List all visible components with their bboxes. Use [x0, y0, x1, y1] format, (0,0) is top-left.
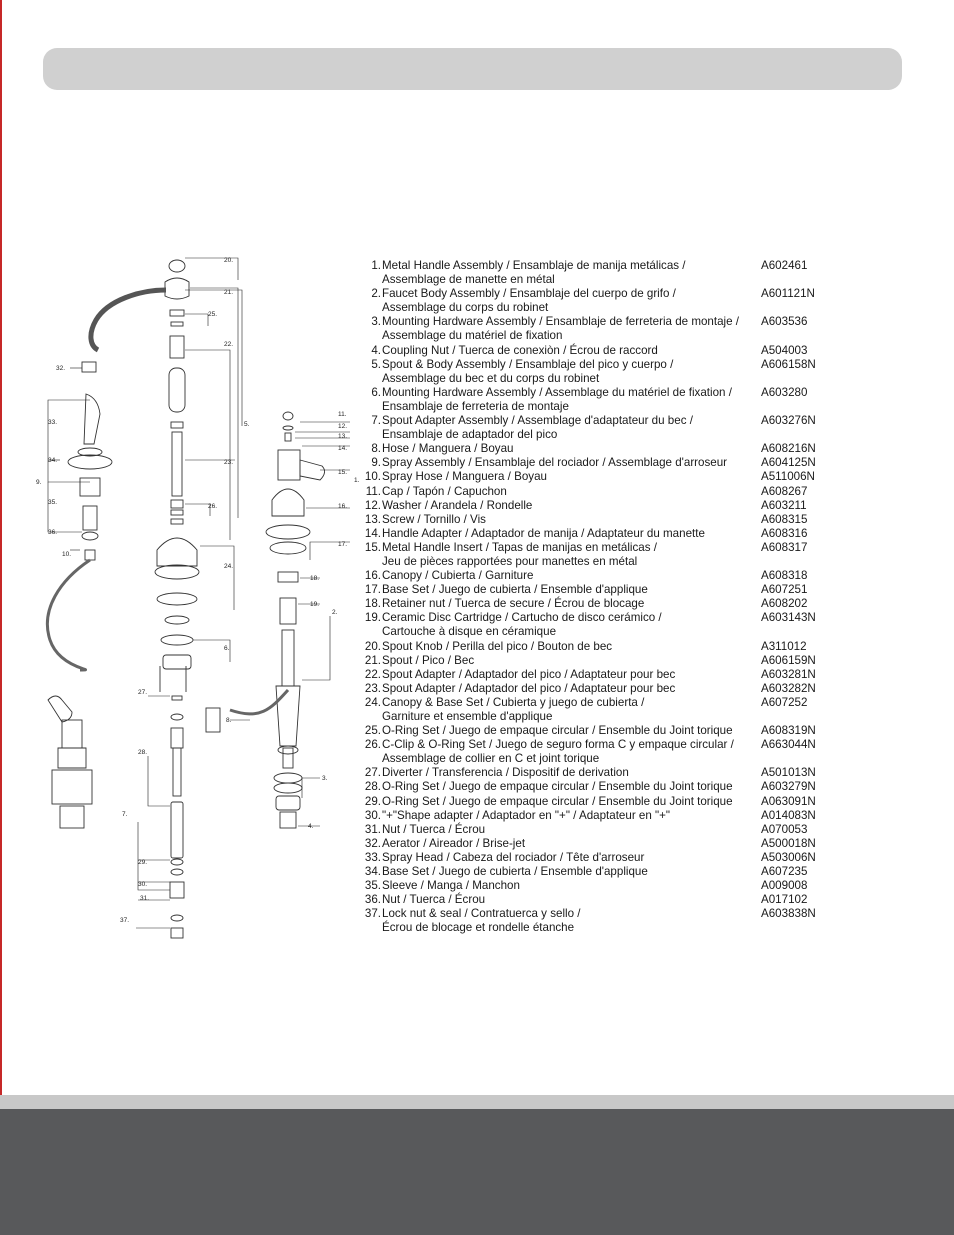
part-row [361, 569, 941, 583]
part-row [361, 611, 941, 639]
part-description [382, 809, 752, 823]
part-code: A603838N [761, 907, 816, 921]
part-number: 10. [364, 470, 381, 484]
part-description-line: Sleeve / Manga / Manchon [382, 879, 520, 893]
part-row [361, 738, 941, 766]
label-31: 31. [140, 895, 150, 902]
part-description-line: Nut / Tuerca / Écrou [382, 893, 486, 907]
part-code: A608318 [761, 569, 808, 583]
label-19: 19. [310, 601, 320, 608]
part-description [382, 780, 752, 794]
part-number: 9. [371, 456, 381, 470]
part-number: 34. [364, 865, 381, 879]
part-row [361, 442, 941, 456]
label-10: 10. [62, 551, 72, 558]
part-row [361, 795, 941, 809]
part-code: A607252 [761, 695, 808, 709]
part-description-line: Canopy & Base Set / Cubierta y juego de cubierta / [382, 695, 645, 709]
part-number: 11. [365, 484, 381, 498]
part-description-line: Ensamblaje de ferreteria de montaje [382, 399, 569, 413]
part-number: 24. [364, 695, 381, 709]
part-number: 12. [364, 498, 381, 512]
part-row [361, 907, 941, 935]
part-description [382, 597, 752, 611]
label-26: 26. [208, 503, 218, 510]
part-description [382, 499, 752, 513]
part-code: A504003 [761, 343, 808, 357]
part-code: A606158N [761, 357, 816, 371]
part-description-line: Spray Head / Cabeza del rociador / Tête d'arroseur [382, 850, 645, 864]
part-description-line: Ceramic Disc Cartridge / Cartucho de disco cerámico / [382, 611, 662, 625]
part-code: A601121N [761, 287, 815, 301]
label-21: 21. [224, 289, 234, 296]
part-description [382, 358, 752, 386]
part-description [382, 640, 752, 654]
part-description-line: Assemblage du corps du robinet [382, 301, 549, 315]
part-row [361, 640, 941, 654]
part-description-line: Metal Handle Assembly / Ensamblaje de manija metálicas / [382, 259, 686, 272]
part-code: A603282N [761, 681, 816, 695]
part-row [361, 780, 941, 794]
part-code: A608267 [761, 484, 808, 498]
part-number: 6. [371, 385, 381, 399]
part-number: 23. [364, 681, 381, 695]
part-description [382, 287, 752, 315]
part-number: 29. [364, 794, 381, 808]
part-row [361, 513, 941, 527]
part-description-line: Cap / Tapón / Capuchon [382, 484, 507, 498]
part-row [361, 499, 941, 513]
exploded-parts-diagram [20, 250, 360, 950]
part-code: A603211 [761, 498, 807, 512]
label-36: 36. [48, 529, 58, 536]
part-row [361, 837, 941, 851]
part-description [382, 485, 752, 499]
label-37: 37. [120, 917, 130, 924]
part-description-line: O-Ring Set / Juego de empaque circular / Ensemble du Joint torique [382, 780, 733, 794]
label-32: 32. [56, 365, 66, 372]
part-number: 16. [364, 569, 381, 583]
part-number: 37. [364, 907, 381, 921]
part-row [361, 344, 941, 358]
part-description [382, 541, 752, 569]
label-22: 22. [224, 341, 234, 348]
label-1: 1. [354, 477, 360, 484]
part-code: A608315 [761, 512, 808, 526]
part-description [382, 795, 752, 809]
part-description-line: Canopy / Cubierta / Garniture [382, 569, 534, 583]
part-row [361, 485, 941, 499]
label-12: 12. [338, 423, 348, 430]
part-description [382, 682, 752, 696]
part-row [361, 315, 941, 343]
part-number: 18. [364, 597, 381, 611]
label-24: 24. [224, 563, 234, 570]
part-description-line: Washer / Arandela / Rondelle [382, 498, 533, 512]
label-18: 18. [310, 575, 320, 582]
part-description-line: Jeu de pièces rapportées pour manettes en métal [382, 554, 638, 568]
part-description [382, 823, 752, 837]
label-29: 29. [138, 859, 148, 866]
part-row [361, 358, 941, 386]
part-description-line: O-Ring Set / Juego de empaque circular / Ensemble du Joint torique [382, 724, 733, 738]
part-description [382, 611, 752, 639]
part-description-line: Mounting Hardware Assembly / Ensamblaje de ferreteria de montaje / [382, 315, 740, 329]
part-number: 30. [364, 808, 381, 822]
label-25: 25. [208, 311, 218, 318]
part-code: A603143N [761, 611, 816, 625]
label-34: 34. [48, 457, 58, 464]
part-description-line: Assemblage de collier en C et joint torique [382, 752, 600, 766]
part-description-line: Assemblage du matériel de fixation [382, 329, 563, 343]
part-row [361, 654, 941, 668]
part-number: 28. [364, 780, 381, 794]
part-row [361, 414, 941, 442]
part-description-line: Spout / Pico / Bec [382, 653, 475, 667]
part-description [382, 513, 752, 527]
part-code: A608202 [761, 597, 808, 611]
part-row [361, 597, 941, 611]
label-23: 23. [224, 459, 234, 466]
part-description [382, 893, 752, 907]
part-row [361, 879, 941, 893]
part-number: 19. [364, 611, 381, 625]
part-number: 20. [364, 639, 381, 653]
part-row [361, 456, 941, 470]
part-description-line: Spray Hose / Manguera / Boyau [382, 470, 547, 484]
part-description [382, 724, 752, 738]
label-33: 33. [48, 419, 58, 426]
part-description-line: Garniture et ensemble d'applique [382, 710, 553, 723]
part-number: 25. [364, 724, 381, 738]
part-code: A070053 [761, 822, 808, 836]
part-number: 8. [371, 442, 381, 456]
part-description [382, 738, 752, 766]
part-code: A607251 [761, 583, 808, 597]
header-bar [43, 48, 902, 90]
part-description-line: Spout Adapter / Adaptador del pico / Adaptateur pour bec [382, 681, 676, 695]
part-code: A608316 [761, 526, 808, 540]
part-row [361, 259, 941, 287]
part-code: A603280 [761, 385, 808, 399]
part-description [382, 442, 752, 456]
label-16: 16. [338, 503, 348, 510]
parts-list [361, 259, 941, 936]
part-code: A663044N [761, 738, 816, 752]
part-description [382, 766, 752, 780]
label-11: 11. [338, 411, 347, 418]
label-4: 4. [308, 823, 314, 830]
part-number: 15. [364, 540, 381, 554]
part-description-line: Base Set / Juego de cubierta / Ensemble d'applique [382, 583, 648, 597]
part-number: 22. [364, 667, 381, 681]
part-description-line: Faucet Body Assembly / Ensamblaje del cuerpo de grifo / [382, 287, 676, 301]
label-17: 17. [338, 541, 348, 548]
part-description [382, 837, 752, 851]
part-code: A608319N [761, 724, 816, 738]
part-row [361, 724, 941, 738]
part-number: 14. [364, 526, 381, 540]
part-description [382, 344, 752, 358]
label-5: 5. [244, 421, 250, 428]
part-row [361, 766, 941, 780]
part-code: A311012 [761, 639, 807, 653]
part-row [361, 809, 941, 823]
part-description [382, 865, 752, 879]
label-14: 14. [338, 445, 348, 452]
part-number: 7. [371, 414, 381, 428]
part-row [361, 823, 941, 837]
part-description-line: Coupling Nut / Tuerca de conexiòn / Écrou de raccord [382, 343, 658, 357]
part-code: A511006N [761, 470, 815, 484]
part-row [361, 287, 941, 315]
part-code: A602461 [761, 259, 808, 272]
part-description-line: Metal Handle Insert / Tapas de manijas en metálicas / [382, 540, 657, 554]
part-number: 33. [364, 850, 381, 864]
part-number: 21. [364, 653, 381, 667]
part-number: 1. [371, 259, 381, 272]
part-description-line: Mounting Hardware Assembly / Assemblage du matériel de fixation / [382, 385, 732, 399]
part-description [382, 696, 752, 724]
part-code: A014083N [761, 808, 816, 822]
part-description-line: Assemblage de manette en métal [382, 273, 555, 287]
part-row [361, 541, 941, 569]
part-code: A500018N [761, 836, 816, 850]
part-description-line: Assemblage du bec et du corps du robinet [382, 371, 600, 385]
part-description-line: Cartouche à disque en céramique [382, 625, 557, 639]
label-6: 6. [224, 645, 230, 652]
part-code: A009008 [761, 879, 808, 893]
part-description [382, 414, 752, 442]
footer-stripe [0, 1095, 954, 1109]
part-description-line: Lock nut & seal / Contratuerca y sello / [382, 907, 581, 921]
part-code: A603281N [761, 667, 816, 681]
label-7: 7. [122, 811, 128, 818]
part-description [382, 386, 752, 414]
part-number: 36. [364, 893, 381, 907]
part-number: 27. [364, 766, 381, 780]
part-code: A503006N [761, 850, 816, 864]
part-description-line: Écrou de blocage et rondelle étanche [382, 921, 575, 935]
part-number: 4. [371, 343, 381, 357]
part-description [382, 527, 752, 541]
part-number: 26. [364, 738, 381, 752]
part-row [361, 668, 941, 682]
part-row [361, 865, 941, 879]
label-2: 2. [332, 609, 338, 616]
part-code: A063091N [761, 794, 816, 808]
part-code: A608216N [761, 442, 816, 456]
part-row [361, 682, 941, 696]
part-row [361, 527, 941, 541]
part-row [361, 583, 941, 597]
part-description [382, 456, 752, 470]
part-description [382, 879, 752, 893]
part-row [361, 386, 941, 414]
page-edge-line [0, 0, 2, 1235]
part-number: 2. [371, 287, 381, 301]
part-code: A501013N [761, 766, 816, 780]
part-description [382, 259, 752, 287]
part-description-line: Handle Adapter / Adaptador de manija / Adaptateur du manette [382, 526, 705, 540]
part-code: A017102 [761, 893, 808, 907]
part-number: 5. [371, 357, 381, 371]
label-13: 13. [338, 433, 348, 440]
part-description-line: Aerator / Aireador / Brise-jet [382, 836, 526, 850]
part-description-line: Diverter / Transferencia / Dispositif de derivation [382, 766, 629, 780]
part-description [382, 851, 752, 865]
part-description [382, 569, 752, 583]
part-description [382, 654, 752, 668]
part-code: A603536 [761, 315, 808, 329]
label-20: 20. [224, 257, 234, 264]
part-description-line: Spout Adapter / Adaptador del pico / Adaptateur pour bec [382, 667, 676, 681]
label-9: 9. [36, 479, 42, 486]
label-27: 27. [138, 689, 148, 696]
label-28: 28. [138, 749, 148, 756]
label-3: 3. [322, 775, 328, 782]
part-description-line: Ensamblaje de adaptador del pico [382, 428, 558, 442]
part-code: A608317 [761, 540, 808, 554]
part-number: 31. [364, 822, 381, 836]
part-description-line: Screw / Tornillo / Vis [382, 512, 486, 526]
label-15: 15. [338, 469, 348, 476]
part-number: 17. [364, 583, 381, 597]
part-description-line: Base Set / Juego de cubierta / Ensemble d'applique [382, 865, 648, 879]
part-number: 3. [371, 315, 381, 329]
label-8: 8. [226, 717, 232, 724]
part-row [361, 893, 941, 907]
part-description [382, 907, 752, 935]
part-number: 32. [364, 836, 381, 850]
part-description-line: Spout Knob / Perilla del pico / Bouton de bec [382, 639, 613, 653]
part-code: A603279N [761, 780, 816, 794]
part-code: A603276N [761, 414, 816, 428]
part-description-line: Hose / Manguera / Boyau [382, 442, 514, 456]
part-code: A604125N [761, 456, 816, 470]
part-description-line: Nut / Tuerca / Écrou [382, 822, 486, 836]
part-number: 13. [364, 512, 381, 526]
part-description-line: C-Clip & O-Ring Set / Juego de seguro forma C y empaque circular / [382, 738, 734, 752]
part-description [382, 315, 752, 343]
part-description-line: Spout & Body Assembly / Ensamblaje del pico y cuerpo / [382, 357, 674, 371]
part-description-line: "+"Shape adapter / Adaptador en "+" / Adaptateur en "+" [382, 808, 671, 822]
part-row [361, 470, 941, 484]
part-code: A607235 [761, 865, 808, 879]
label-30: 30. [138, 881, 148, 888]
part-description [382, 470, 752, 484]
part-description [382, 583, 752, 597]
part-code: A606159N [761, 653, 816, 667]
footer-band [0, 1109, 954, 1235]
part-description-line: Retainer nut / Tuerca de secure / Écrou de blocage [382, 597, 645, 611]
part-row [361, 696, 941, 724]
part-description [382, 668, 752, 682]
part-description-line: Spout Adapter Assembly / Assemblage d'adaptateur du bec / [382, 414, 693, 428]
label-35: 35. [48, 499, 58, 506]
part-description-line: O-Ring Set / Juego de empaque circular / Ensemble du Joint torique [382, 794, 733, 808]
part-number: 35. [364, 879, 381, 893]
part-row [361, 851, 941, 865]
part-description-line: Spray Assembly / Ensamblaje del rociador / Assemblage d'arroseur [382, 456, 728, 470]
